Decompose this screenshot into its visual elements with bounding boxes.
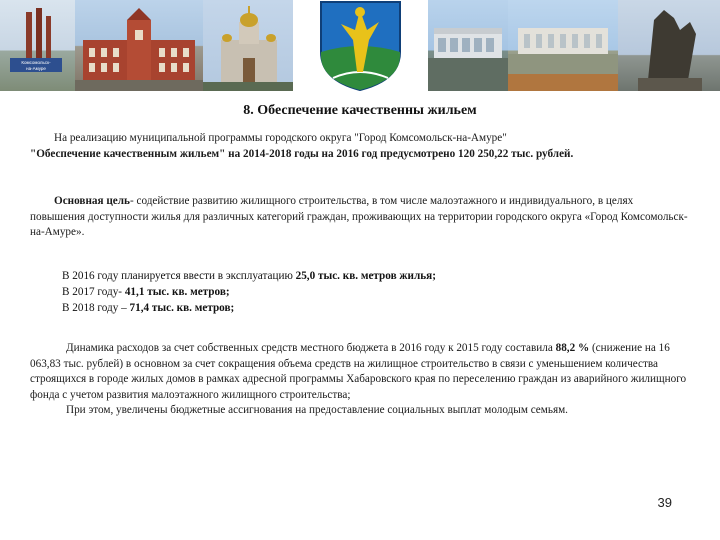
- city-emblem: [293, 0, 428, 91]
- city-sign-photo: [0, 0, 75, 91]
- plan-2018: [62, 300, 662, 316]
- intro-text: На реализацию муниципальной программы городского округа "Город Комсомольск-на-Амуре": [54, 132, 507, 144]
- plan-2016-prefix: В 2016 году планируется ввести в эксплуатацию: [62, 270, 296, 282]
- plan-2017-value: 41,1 тыс. кв. метров;: [124, 286, 230, 298]
- dynamics-last: При этом, увеличены бюджетные ассигнования на предоставление социальных выплат молодым семьям.: [66, 404, 568, 417]
- dynamics-paragraph: [30, 341, 690, 419]
- dynamics-lead: Динамика расходов за счет собственных средств местного бюджета в 2016 году к 2015 году составила: [66, 342, 553, 354]
- dynamics-text: (снижение на 16 063,83 тыс. рублей) в основном за счет сокращения объема средств на жилищное строительство в связи с уменьшением количества строящихся в городе жилых домов в рамках адресной программы Хабаровского края по переселению граждан из аварийного жилищного фонда с учетом развития малоэтажного жилищного строительства;: [30, 342, 687, 401]
- theatre-photo: [428, 0, 508, 91]
- svg-text:на-Амуре: на-Амуре: [26, 66, 46, 71]
- monument-photo: [618, 0, 720, 91]
- slide-content: [0, 91, 720, 540]
- photo-banner: [0, 0, 720, 91]
- svg-text:Комсомольск-: Комсомольск-: [21, 60, 51, 65]
- plan-2017-prefix: В 2017 году-: [62, 286, 125, 298]
- cathedral-photo: [203, 0, 293, 91]
- dynamics-percent: 88,2 %: [555, 342, 590, 354]
- slide-title: 8. Обеспечение качественны жильем: [243, 103, 477, 118]
- square-photo: [508, 0, 618, 91]
- government-building-photo: [75, 0, 203, 91]
- budget-intro-paragraph: [30, 131, 690, 162]
- housing-plan-list: [62, 268, 662, 316]
- plan-2016: [62, 268, 662, 284]
- plan-2018-prefix: В 2018 году –: [62, 302, 130, 314]
- plan-2017: [62, 284, 662, 300]
- goal-label: Основная цель: [54, 195, 130, 207]
- main-goal-paragraph: [30, 194, 690, 241]
- page-number: 39: [657, 495, 672, 510]
- plan-2016-value: 25,0 тыс. кв. метров жилья;: [295, 270, 436, 282]
- goal-text: - содействие развитию жилищного строительства, в том числе малоэтажного и индивидуального, в целях повышения доступности жилья для различных категорий граждан, проживающих на территории городского округа «Город Комсомольск-на-Амуре».: [30, 195, 688, 239]
- intro-bold-text: "Обеспечение качественным жильем" на 2014-2018 годы на 2016 год предусмотрено 120 250,22 тыс. рублей.: [30, 147, 574, 160]
- plan-2018-value: 71,4 тыс. кв. метров;: [129, 302, 235, 314]
